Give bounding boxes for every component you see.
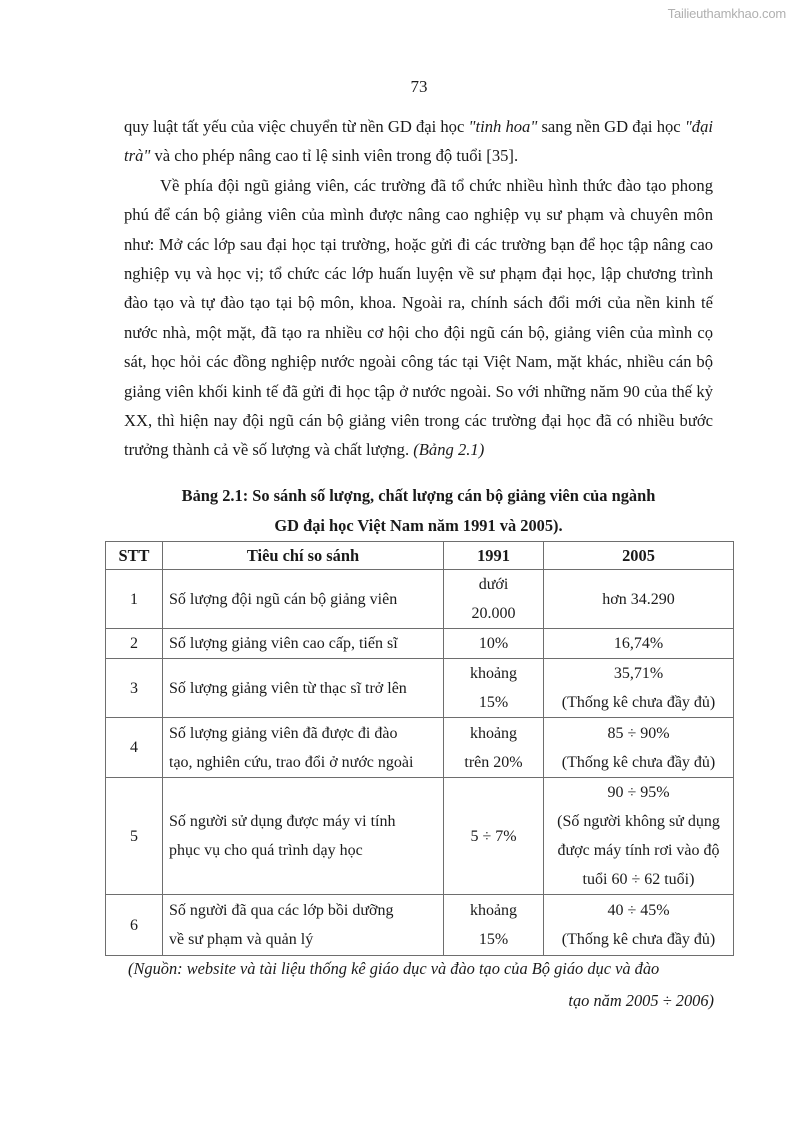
paragraph [124, 112, 713, 171]
table-header-row [106, 542, 734, 570]
cell-criteria [163, 659, 444, 718]
cell-line: Số lượng giảng viên từ thạc sĩ trở lên [169, 679, 407, 697]
cell-2005 [544, 718, 734, 778]
table-caption [124, 481, 713, 541]
table-row [106, 718, 734, 778]
cell-line: (Số người không sử dụng [557, 813, 720, 830]
cell-stt: 6 [106, 895, 163, 956]
source-note-line-1: (Nguồn: website và tài liệu thống kê giáo dục và đào tạo của Bộ giáo dục và đào [128, 959, 660, 978]
cell-line: về sư phạm và quản lý [169, 931, 314, 948]
cell-line: Số người sử dụng được máy vi tính [169, 813, 396, 830]
cell-stt: 2 [106, 629, 163, 659]
text-run: quy luật tất yếu của việc chuyển từ nền GD đại học [124, 117, 469, 136]
cell-line: 16,74% [613, 635, 664, 652]
header-2005: 2005 [544, 542, 734, 570]
cell-line: 5 ÷ 7% [470, 827, 517, 845]
paragraph [124, 171, 713, 465]
cell-line: được máy tính rơi vào độ [557, 842, 720, 859]
text-run: Về phía đội ngũ giảng viên, các trường đã tổ chức nhiều hình thức đào tạo phong phú để cán bộ giảng viên của mình được nâng cao nghiệp vụ sư phạm và chuyên môn như: Mở các lớp sau đại học tại trường, hoặc gửi đi các trường bạn để học tập nâng cao nghiệp vụ và học vị; tổ chức các lớp huấn luyện về sư phạm đại học, lập chương trình đào tạo và tự đào tạo tại bộ môn, khoa. Ngoài ra, chính sách đổi mới của nền kinh tế nước nhà, một mặt, đã tạo ra nhiều cơ hội cho đội ngũ cán bộ, giảng viên của mình cọ sát, học hỏi các đồng nghiệp nước ngoài công tác tại Việt Nam, mặt khác, nhiều cán bộ giảng viên khối kinh tế đã gửi đi học tập ở nước ngoài. So với những năm 90 của thế kỷ XX, thì hiện nay đội ngũ cán bộ giảng viên trong các trường đại học đã có nhiều bước trưởng thành cả về số lượng và chất lượng. [124, 175, 713, 460]
cell-line: tạo, nghiên cứu, trao đổi ở nước ngoài [169, 753, 414, 771]
cell-line: 40 ÷ 45% [607, 902, 670, 919]
cell-line: 15% [478, 694, 509, 711]
cell-1991 [444, 895, 544, 956]
cell-line: Số người đã qua các lớp bồi dưỡng [169, 902, 394, 919]
page-number: 73 [410, 77, 428, 96]
cell-line: 85 ÷ 90% [607, 724, 670, 742]
source-note [124, 953, 722, 1017]
cell-line: hơn 34.290 [602, 590, 675, 608]
text-run: sang nền GD đại học [537, 117, 685, 136]
cell-line: khoảng [469, 724, 518, 742]
cell-line: trên 20% [464, 753, 523, 771]
cell-stt: 3 [106, 659, 163, 718]
cell-2005 [544, 659, 734, 718]
cell-line: phục vụ cho quá trình dạy học [169, 842, 363, 859]
cell-1991 [444, 778, 544, 895]
cell-line: dưới [478, 576, 509, 593]
table-caption-line-1: Bảng 2.1: So sánh số lượng, chất lượng cán bộ giảng viên của ngành [181, 486, 656, 505]
header-criteria: Tiêu chí so sánh [163, 542, 444, 570]
cell-2005 [544, 570, 734, 629]
cell-line: 35,71% [613, 665, 664, 682]
cell-line: 15% [478, 931, 509, 948]
table-row [106, 778, 734, 895]
cell-criteria [163, 570, 444, 629]
cell-criteria [163, 895, 444, 956]
cell-stt: 4 [106, 718, 163, 778]
table-row [106, 659, 734, 718]
table-caption-line-2: GD đại học Việt Nam năm 1991 và 2005). [274, 516, 563, 535]
cell-line: (Thống kê chưa đầy đủ) [561, 753, 716, 771]
cell-1991 [444, 659, 544, 718]
comparison-table [105, 541, 734, 956]
cell-line: khoảng [469, 665, 518, 682]
cell-2005 [544, 778, 734, 895]
cell-1991 [444, 718, 544, 778]
cell-line: Số lượng giảng viên cao cấp, tiến sĩ [169, 635, 398, 652]
text-run: và cho phép nâng cao tỉ lệ sinh viên trong độ tuổi [35]. [150, 146, 519, 166]
cell-line: 20.000 [471, 605, 516, 622]
cell-line: khoảng [469, 902, 518, 919]
cell-line: 90 ÷ 95% [607, 784, 670, 801]
table-row [106, 895, 734, 956]
cell-2005 [544, 895, 734, 956]
cell-line: 10% [478, 635, 509, 652]
cell-stt: 5 [106, 778, 163, 895]
cell-line: Số lượng giảng viên đã được đi đào [169, 724, 398, 742]
italic-text: (Bảng 2.1) [413, 440, 485, 460]
header-stt: STT [106, 542, 163, 570]
source-note-line-2: tạo năm 2005 ÷ 2006) [568, 991, 714, 1010]
header-1991: 1991 [444, 542, 544, 570]
cell-line: (Thống kê chưa đầy đủ) [561, 694, 716, 711]
cell-1991 [444, 570, 544, 629]
cell-criteria [163, 718, 444, 778]
cell-stt: 1 [106, 570, 163, 629]
body-text [124, 112, 713, 465]
table-row [106, 629, 734, 659]
watermark: Tailieuthamkhao.com [667, 6, 786, 21]
cell-1991 [444, 629, 544, 659]
cell-line: tuổi 60 ÷ 62 tuổi) [582, 871, 695, 888]
cell-criteria [163, 778, 444, 895]
table-row [106, 570, 734, 629]
cell-2005 [544, 629, 734, 659]
cell-line: (Thống kê chưa đầy đủ) [561, 931, 716, 948]
table-body [106, 570, 734, 956]
cell-criteria [163, 629, 444, 659]
italic-text: "đại trà" [124, 117, 713, 166]
cell-line: Số lượng đội ngũ cán bộ giảng viên [169, 590, 398, 608]
italic-text: "tinh hoa" [468, 117, 538, 136]
